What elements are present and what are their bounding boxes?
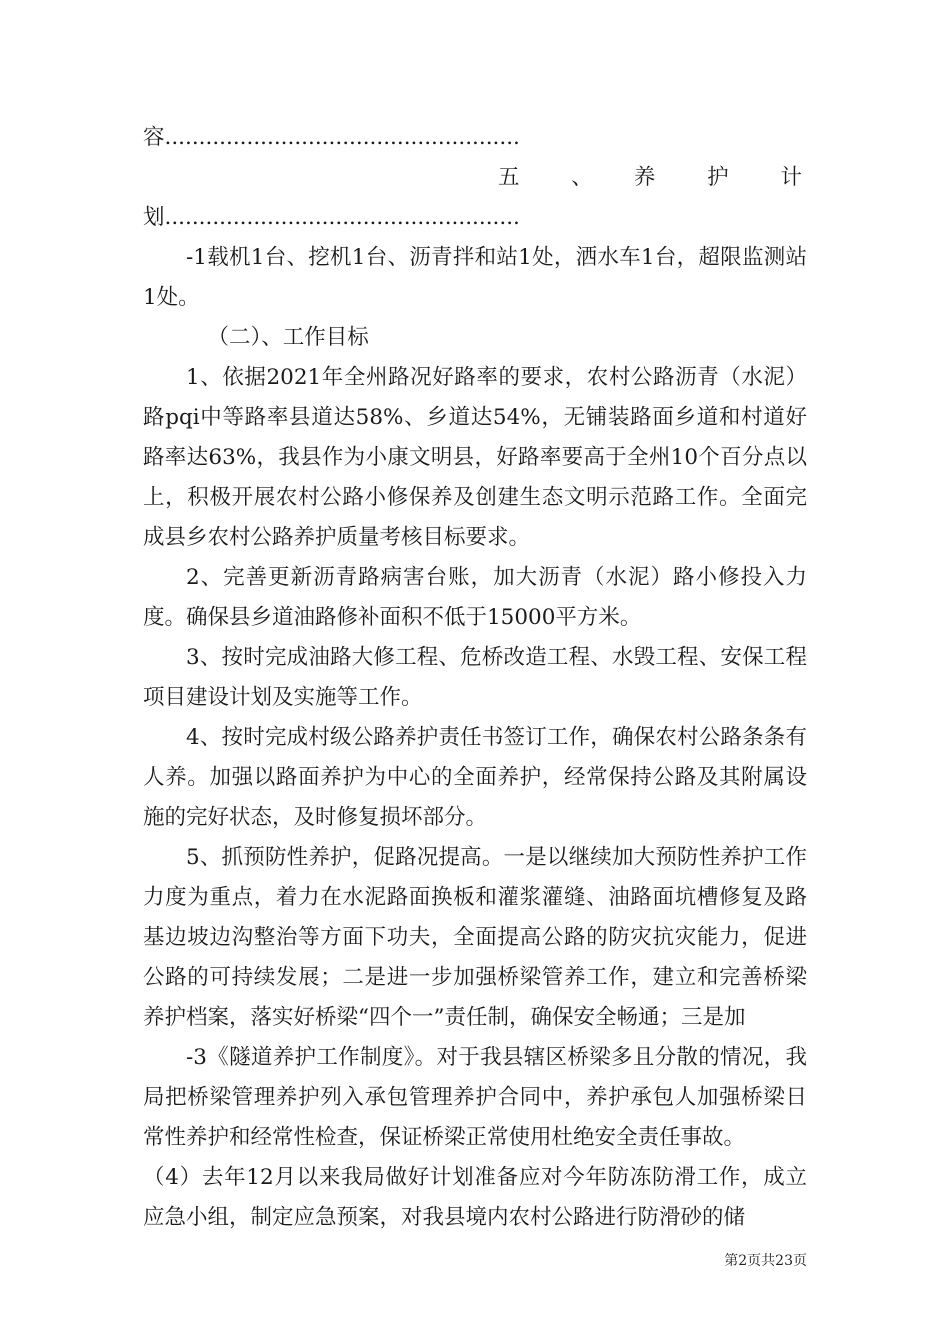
paragraph-goal-2: 2、完善更新沥青路病害台账，加大沥青（水泥）路小修投入力度。确保县乡道油路修补面积不低于15000平方米。	[143, 565, 807, 630]
toc-entry-plan: 划....................................................	[143, 205, 520, 230]
paragraph-goal-3: 3、按时完成油路大修工程、危桥改造工程、水毁工程、安保工程项目建设计划及实施等工作。	[143, 645, 807, 710]
paragraph-equipment: -1载机1台、挖机1台、沥青拌和站1处，洒水车1台，超限监测站1处。	[143, 245, 807, 310]
section-heading-work-goals: （二）、工作目标	[207, 325, 369, 350]
paragraph-goal-4: 4、按时完成村级公路养护责任书签订工作，确保农村公路条条有人养。加强以路面养护为中心的全面养护，经常保持公路及其附属设施的完好状态，及时修复损坏部分。	[143, 725, 807, 830]
toc-heading-maintenance-plan: 五 、 养 护 计	[498, 165, 802, 190]
document-body	[143, 118, 807, 1238]
paragraph-goal-1: 1、依据2021年全州路况好路率的要求，农村公路沥青（水泥）路pqi中等路率县道达58%、乡道达54%，无铺装路面乡道和村道好路率达63%，我县作为小康文明县，好路率要高于全州10个百分点以上，积极开展农村公路小修保养及创建生态文明示范路工作。全面完成县乡农村公路养护质量考核目标要求。	[143, 365, 807, 550]
toc-entry-content: 容....................................................	[143, 125, 520, 150]
paragraph-goal-5: 5、抓预防性养护，促路况提高。一是以继续加大预防性养护工作力度为重点，着力在水泥路面换板和灌浆灌缝、油路面坑槽修复及路基边坡边沟整治等方面下功夫，全面提高公路的防灾抗灾能力，促进公路的可持续发展；二是进一步加强桥梁管养工作，建立和完善桥梁养护档案，落实好桥梁“四个一”责任制，确保安全畅通；三是加	[143, 845, 807, 1030]
paragraph-tunnel-system: -3《隧道养护工作制度》。对于我县辖区桥梁多且分散的情况，我局把桥梁管理养护列入承包管理养护合同中，养护承包人加强桥梁日常性养护和经常性检查，保证桥梁正常使用杜绝安全责任事故。	[143, 1045, 807, 1150]
paragraph-antifreeze: （4）去年12月以来我局做好计划准备应对今年防冻防滑工作，成立应急小组，制定应急预案，对我县境内农村公路进行防滑砂的储	[143, 1165, 807, 1230]
page-number: 第2页共23页	[724, 1253, 807, 1269]
